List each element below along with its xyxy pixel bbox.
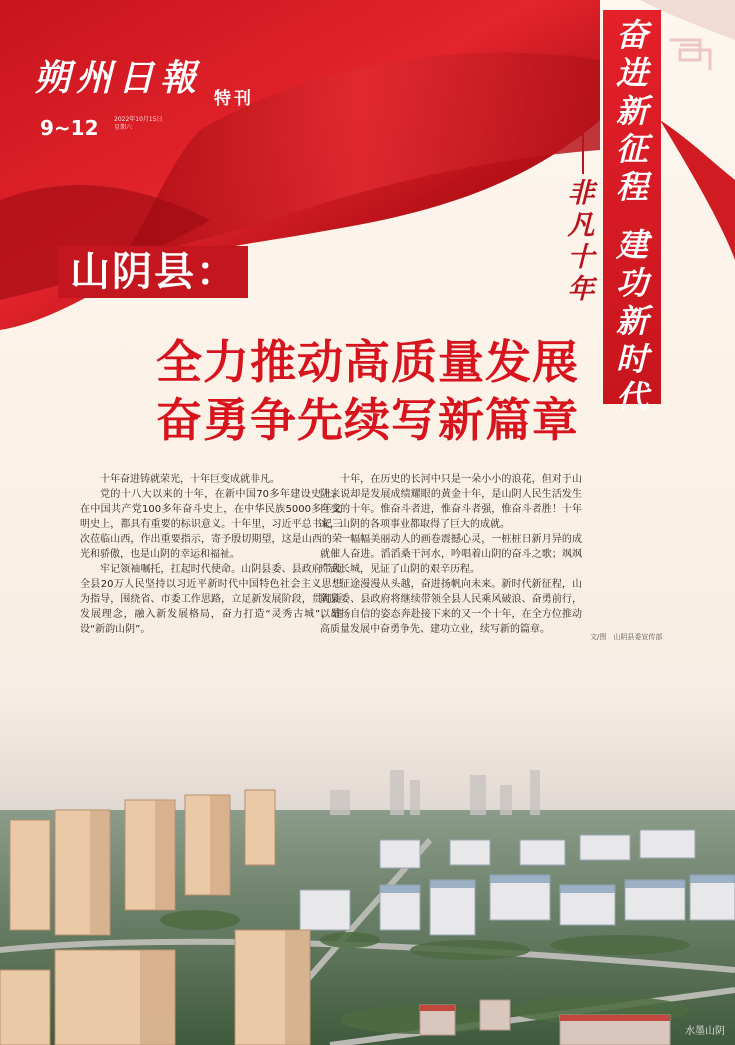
headline-line-1: 全力推动高质量发展: [156, 335, 579, 389]
banner-char: 进: [615, 54, 648, 92]
author-credit: 文/图 山阴县委宣传部: [590, 633, 663, 641]
banner-char: 程: [615, 168, 648, 206]
special-issue-label: 特刊: [214, 89, 254, 109]
article-column-left: [80, 472, 342, 637]
article-paragraph: 党的十八大以来的十年，在新中国70多年建设史上，在中国共产党100多年奋斗史上，在中华民族5000多年文明史上，都具有重要的标识意义。十年里，习近平总书记三次莅临山西，作出重要指示，寄予殷切期望，这是山西的荣光和骄傲，也是山阴的幸运和福祉。: [80, 489, 342, 560]
newspaper-masthead: 朔州日報: [34, 57, 203, 99]
article-paragraph: 一幅幅美丽动人的画卷震撼心灵，一桩桩日新月异的成就催人奋进。滔滔桑干河水，吟唱着山阴的奋斗之歌；飒飒广武长城，见证了山阴的艰辛历程。: [320, 534, 582, 575]
banner-char: 功: [615, 264, 648, 302]
slogan-char: 年: [567, 274, 595, 305]
aerial-city-photo: [0, 700, 735, 1045]
issue-date: [114, 116, 163, 132]
slogan-char: 十: [567, 242, 595, 273]
article-paragraph: 十年奋进铸就荣光，十年巨变成就非凡。: [100, 474, 280, 485]
headline-line-2: 奋勇争先续写新篇章: [156, 393, 579, 447]
article-column-right: [320, 472, 582, 637]
banner-char: 建: [615, 226, 648, 264]
slogan-divider: [582, 118, 584, 174]
banner-char: 奋: [615, 16, 648, 54]
county-title-badge: 山阴县：: [58, 246, 248, 298]
slogan-char: 凡: [567, 210, 595, 241]
article-paragraph: 十年，在历史的长河中只是一朵小小的浪花，但对于山阴来说却是发展成绩耀眼的黄金十年，是山阴人民生活发生巨变的十年。惟奋斗者进，惟奋斗者强，惟奋斗者胜！十年来，山阴的各项事业都取得了巨大的成就。: [320, 474, 582, 530]
image-watermark: 水墨山阴: [685, 1026, 725, 1037]
article-paragraph: 牢记领袖嘱托，扛起时代使命。山阴县委、县政府带领全县20万人民坚持以习近平新时代中国特色社会主义思想为指导，围绕省、市委工作思路，立足新发展阶段，贯彻新发展理念，融入新发展格局，奋力打造“灵秀古城”，建设“新韵山阴”。: [80, 564, 342, 635]
issue-date-line: 2022年10月15日: [114, 116, 163, 123]
slogan-char: 非: [567, 178, 595, 209]
banner-char: 时: [615, 340, 648, 378]
article-paragraph: 征途漫漫从头越，奋进扬帆向未来。新时代新征程，山阴县委、县政府将继续带领全县人民乘风破浪、奋勇前行，以昂扬自信的姿态奔赴接下来的又一个十年，在全方位推动高质量发展中奋勇争先、建功立业，续写新的篇章。: [320, 579, 582, 635]
issue-weekday: 星期六: [114, 124, 133, 131]
banner-char: 新: [615, 302, 648, 340]
banner-char: 代: [615, 378, 648, 416]
page-range: 9~12: [40, 116, 99, 140]
banner-char: 征: [615, 130, 648, 168]
extraordinary-decade-slogan: [558, 178, 604, 306]
banner-char: 新: [615, 92, 648, 130]
